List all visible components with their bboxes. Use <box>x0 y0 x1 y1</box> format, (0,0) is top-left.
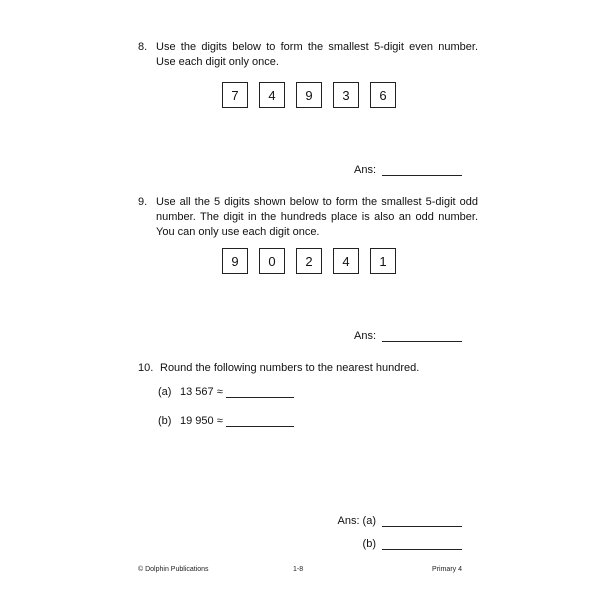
answer-label: Ans: (a) <box>337 515 376 527</box>
question-text: Round the following numbers to the nearest hundred. <box>160 362 420 374</box>
digit-box: 0 <box>259 248 285 274</box>
question-text: Use all the 5 digits shown below to form the smallest 5-digit odd number. The digit in the hundreds place is also an odd number. You can only use each digit once. <box>156 196 478 238</box>
answer-label: (b) <box>362 538 376 550</box>
question-number: 8. <box>138 41 148 53</box>
answer-q10a <box>337 515 462 527</box>
footer-level: Primary 4 <box>432 566 462 573</box>
part-letter: (a) <box>158 386 172 398</box>
part-letter: (b) <box>158 415 172 427</box>
answer-line[interactable] <box>382 166 462 176</box>
answer-q8 <box>354 164 462 176</box>
digit-box: 1 <box>370 248 396 274</box>
answer-line[interactable] <box>382 332 462 342</box>
part-answer-line[interactable] <box>226 388 294 398</box>
digit-box: 9 <box>296 82 322 108</box>
part-value: 13 567 ≈ <box>180 386 223 398</box>
question-text: Use the digits below to form the smallest 5-digit even number. Use each digit only once. <box>156 41 478 68</box>
digit-box: 4 <box>333 248 359 274</box>
digit-boxes-q9 <box>222 248 396 274</box>
answer-q10b <box>363 538 462 550</box>
part-a <box>158 386 294 398</box>
answer-line[interactable] <box>382 517 462 527</box>
answer-label: Ans: <box>353 164 376 176</box>
part-value: 19 950 ≈ <box>180 415 223 427</box>
part-b <box>158 415 294 427</box>
question-number: 10. <box>138 362 154 374</box>
digit-box: 3 <box>333 82 359 108</box>
answer-q9 <box>354 330 462 342</box>
digit-boxes-q8 <box>222 82 396 108</box>
footer-publisher: © Dolphin Publications <box>138 566 209 573</box>
answer-line[interactable] <box>382 540 462 550</box>
digit-box: 9 <box>222 248 248 274</box>
digit-box: 6 <box>370 82 396 108</box>
footer-page-number: 1-8 <box>293 566 304 573</box>
question-number: 9. <box>138 196 148 208</box>
answer-label: Ans: <box>353 330 376 342</box>
part-answer-line[interactable] <box>226 417 294 427</box>
digit-box: 2 <box>296 248 322 274</box>
digit-box: 4 <box>259 82 285 108</box>
digit-box: 7 <box>222 82 248 108</box>
